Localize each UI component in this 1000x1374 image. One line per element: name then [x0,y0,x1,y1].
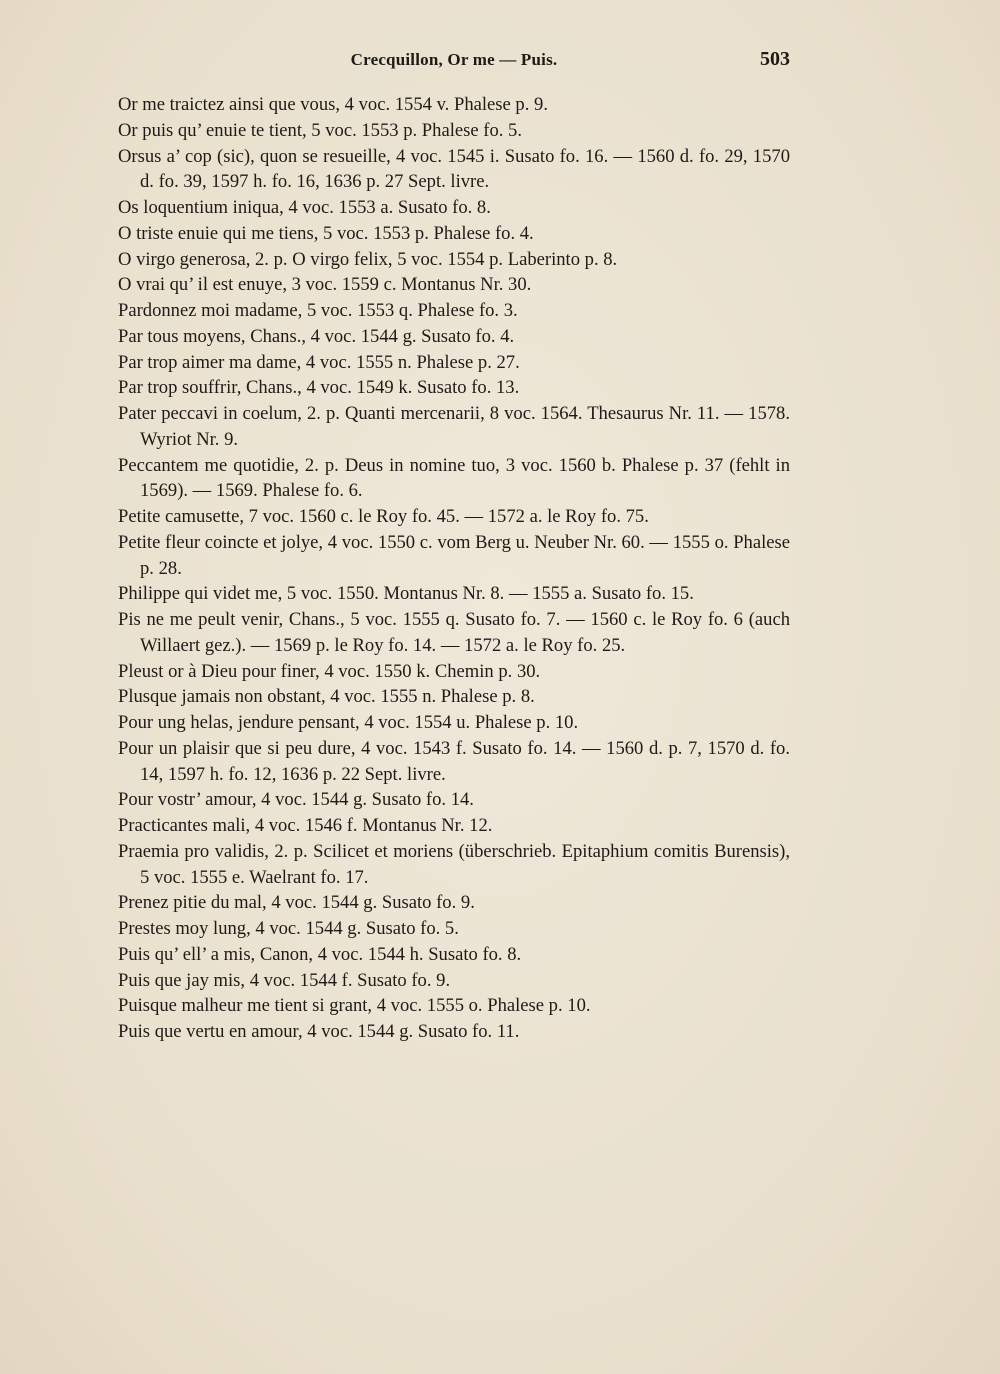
catalog-entry: Par tous moyens, Chans., 4 voc. 1544 g. Susato fo. 4. [118,325,515,347]
catalog-entry: Prestes moy lung, 4 voc. 1544 g. Susato fo. 5. [118,918,459,939]
catalog-entry: Pour vostr’ amour, 4 voc. 1544 g. Susato fo. 14. [118,789,474,811]
catalog-entry: Pour ung helas, jendure pensant, 4 voc. 1554 u. Phalese p. 10. [118,712,579,733]
catalog-entry: Par trop aimer ma dame, 4 voc. 1555 n. Phalese p. 27. [118,351,520,373]
catalog-entry: Or puis qu’ enuie te tient, 5 voc. 1553 p. Phalese fo. 5. [118,119,522,141]
catalog-entry: O vrai qu’ il est enuye, 3 voc. 1559 c. Montanus Nr. 30. [118,274,532,296]
page-number: 503 [760,48,790,70]
catalog-entry: Peccantem me quotidie, 2. p. Deus in nomine tuo, 3 voc. 1560 b. Phalese p. 37 (fehlt in 1569). — 1569. Phalese fo. 6. [118,454,790,502]
catalog-entry: Puis que vertu en amour, 4 voc. 1544 g. Susato fo. 11. [118,1021,520,1042]
catalog-entry: Puis que jay mis, 4 voc. 1544 f. Susato fo. 9. [118,969,451,991]
catalog-entry: Puisque malheur me tient si grant, 4 voc. 1555 o. Phalese p. 10. [118,995,591,1017]
catalog-entry: Prenez pitie du mal, 4 voc. 1544 g. Susato fo. 9. [118,892,475,914]
running-head: Crecquillon, Or me — Puis. [350,50,558,69]
catalog-entry: Philippe qui videt me, 5 voc. 1550. Montanus Nr. 8. — 1555 a. Susato fo. 15. [118,583,694,605]
page-header [118,48,790,74]
catalog-entry: Or me traictez ainsi que vous, 4 voc. 1554 v. Phalese p. 9. [118,94,548,115]
catalog-entry: Pater peccavi in coelum, 2. p. Quanti mercenarii, 8 voc. 1564. Thesaurus Nr. 11. — 1578. Wyriot Nr. 9. [118,403,790,450]
catalog-entry: Petite camusette, 7 voc. 1560 c. le Roy fo. 45. — 1572 a. le Roy fo. 75. [118,506,649,527]
catalog-entry: Praemia pro validis, 2. p. Scilicet et moriens (überschrieb. Epitaphium comitis Burensis), 5 voc. 1555 e. Waelrant fo. 17. [118,840,790,888]
catalog-entry: Practicantes mali, 4 voc. 1546 f. Montanus Nr. 12. [118,815,493,836]
catalog-entry: Pis ne me peult venir, Chans., 5 voc. 1555 q. Susato fo. 7. — 1560 c. le Roy fo. 6 (auch Willaert gez.). — 1569 p. le Roy fo. 14. — 1572 a. le Roy fo. 25. [118,609,790,656]
catalog-entry: O triste enuie qui me tiens, 5 voc. 1553 p. Phalese fo. 4. [118,222,534,244]
catalog-entry: O virgo generosa, 2. p. O virgo felix, 5 voc. 1554 p. Laberinto p. 8. [118,248,618,270]
catalog-entry: Pleust or à Dieu pour finer, 4 voc. 1550 k. Chemin p. 30. [118,660,541,682]
catalog-entry: Os loquentium iniqua, 4 voc. 1553 a. Susato fo. 8. [118,197,491,218]
catalog-entry: Petite fleur coincte et jolye, 4 voc. 1550 c. vom Berg u. Neuber Nr. 60. — 1555 o. Phalese p. 28. [118,531,790,579]
catalog-entries [118,92,790,1045]
catalog-entry: Orsus a’ cop (sic), quon se resueille, 4 voc. 1545 i. Susato fo. 16. — 1560 d. fo. 29, 1570 d. fo. 39, 1597 h. fo. 16, 1636 p. 27 Sept. livre. [118,145,790,193]
catalog-entry: Par trop souffrir, Chans., 4 voc. 1549 k. Susato fo. 13. [118,377,520,399]
catalog-entry: Pour un plaisir que si peu dure, 4 voc. 1543 f. Susato fo. 14. — 1560 d. p. 7, 1570 d. fo. 14, 1597 h. fo. 12, 1636 p. 22 Sept. livre. [118,737,790,785]
catalog-entry: Puis qu’ ell’ a mis, Canon, 4 voc. 1544 h. Susato fo. 8. [118,943,522,965]
catalog-entry: Pardonnez moi madame, 5 voc. 1553 q. Phalese fo. 3. [118,300,518,321]
catalog-entry: Plusque jamais non obstant, 4 voc. 1555 n. Phalese p. 8. [118,686,535,708]
